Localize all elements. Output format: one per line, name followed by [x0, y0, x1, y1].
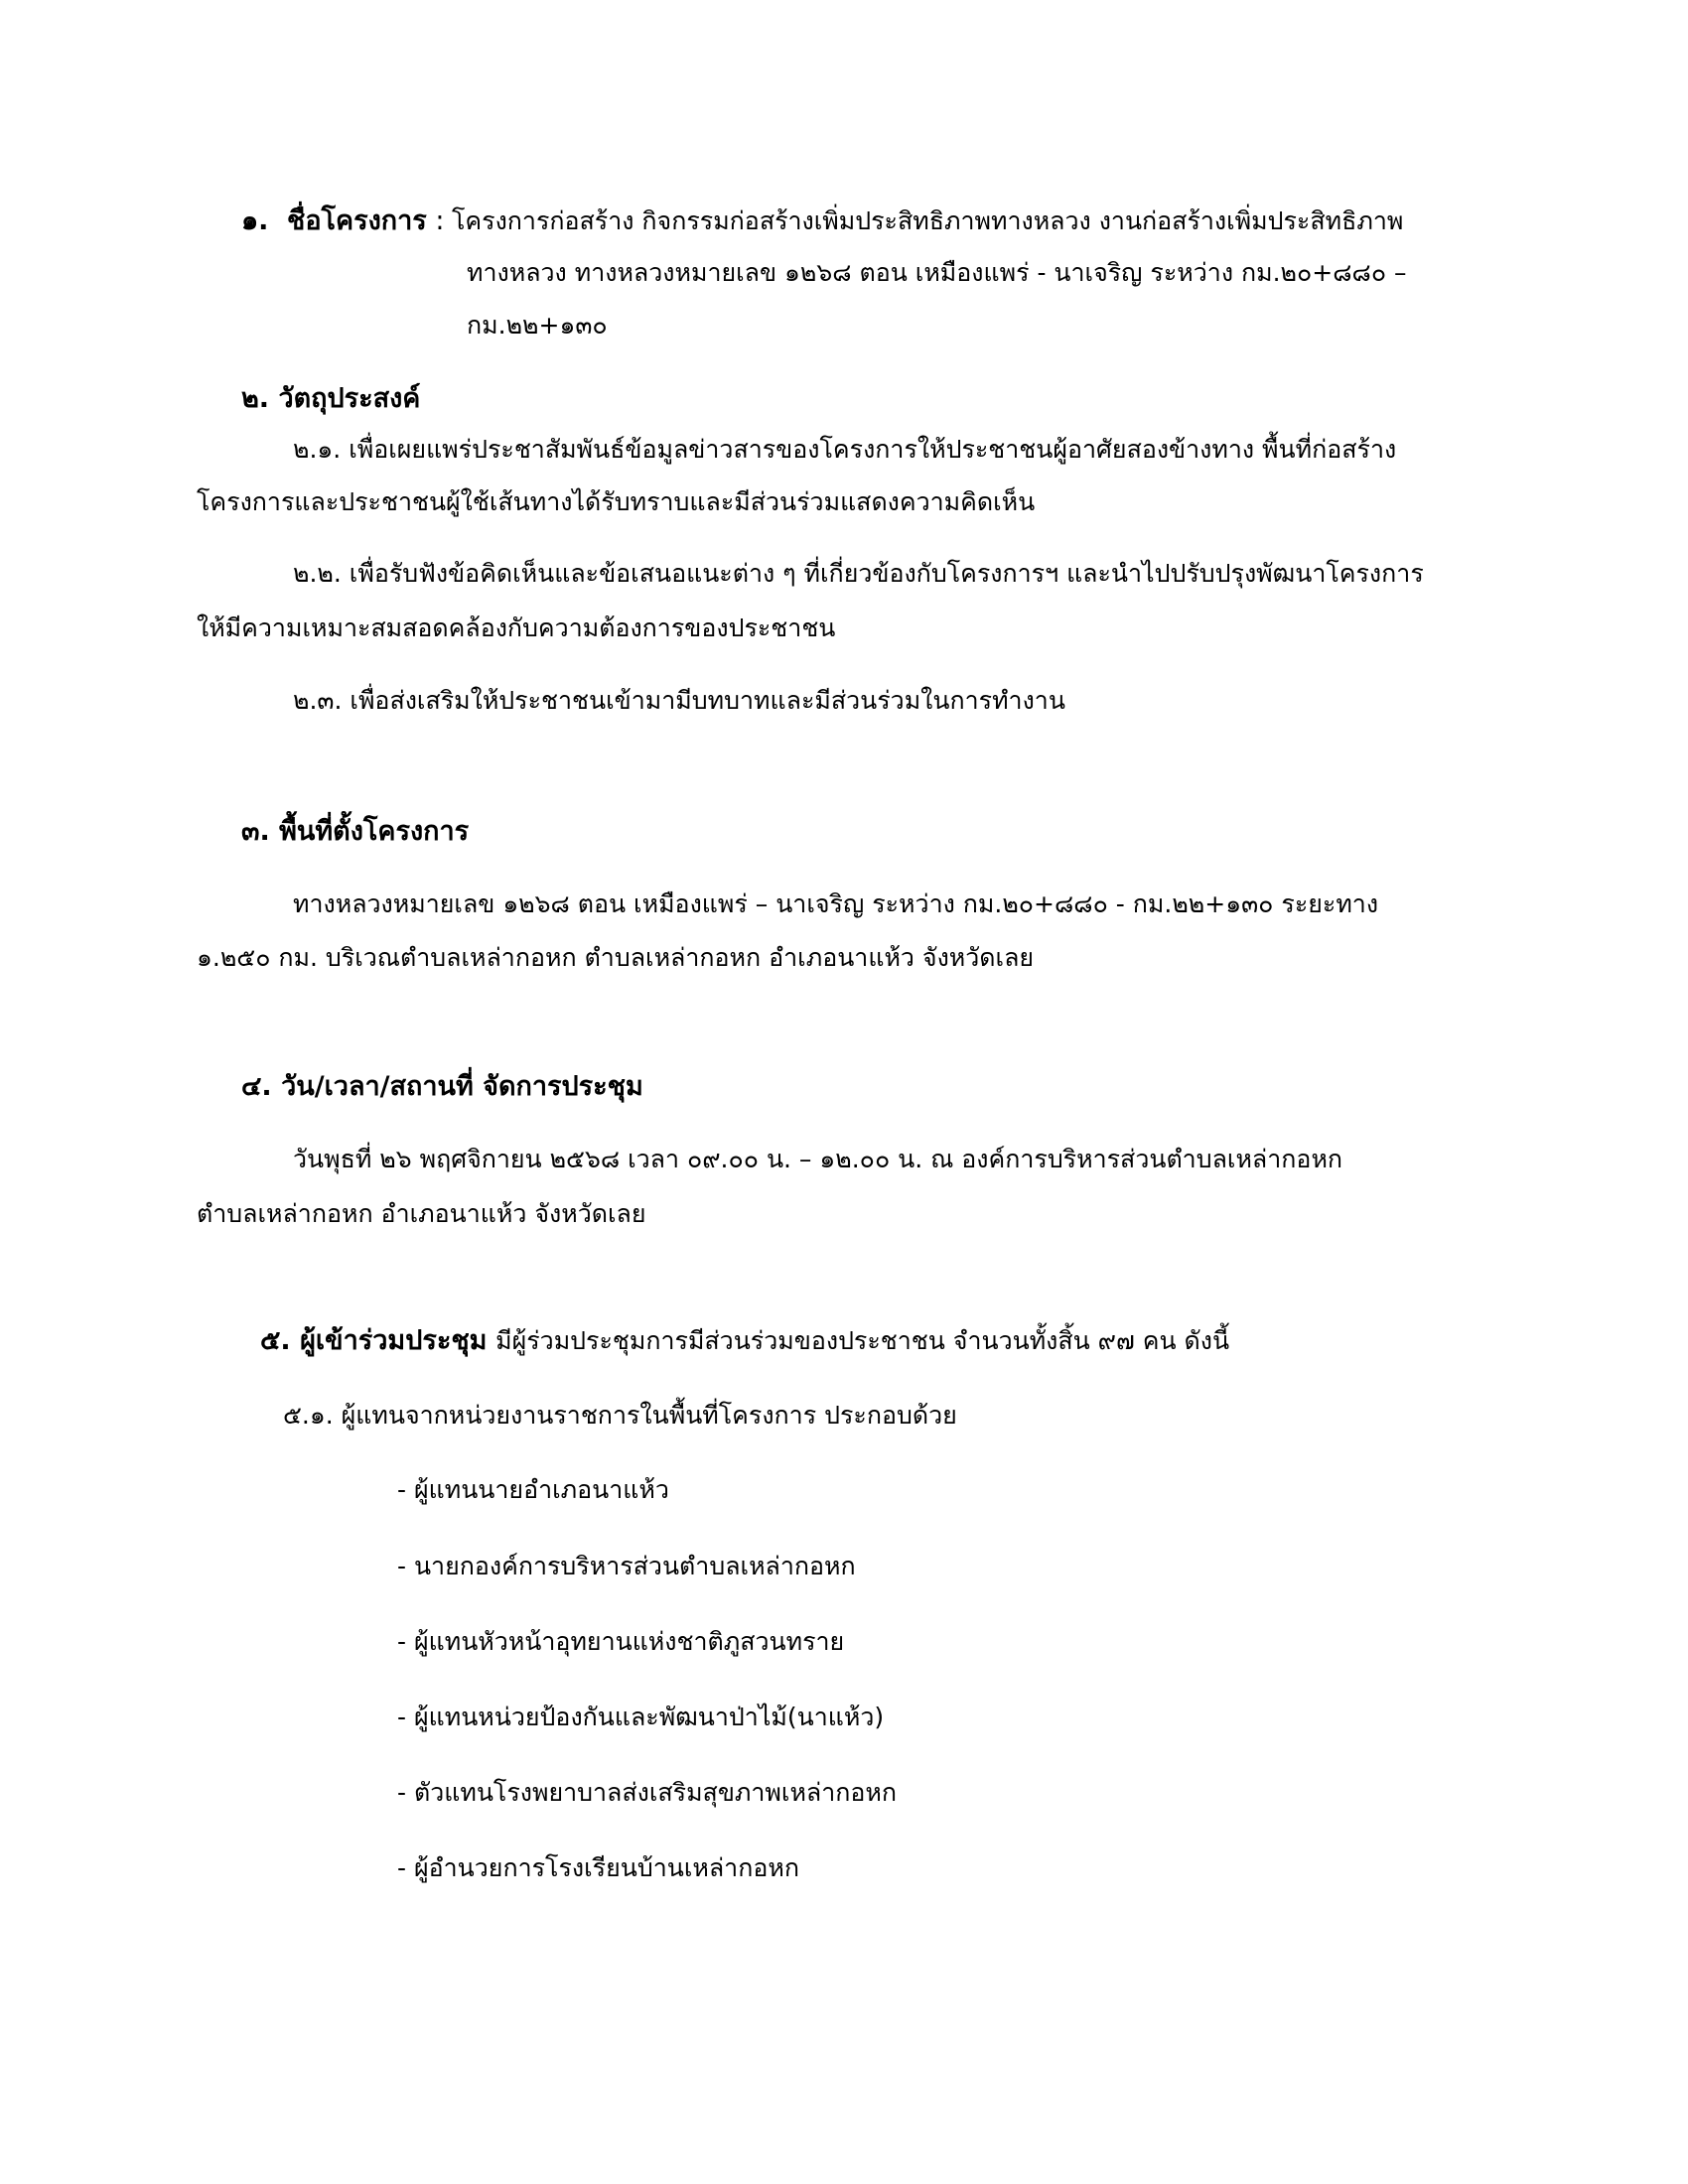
project-name-line-1: โครงการก่อสร้าง กิจกรรมก่อสร้างเพิ่มประสิทธิภาพทางหลวง งานก่อสร้างเพิ่มประสิทธิภาพ	[452, 206, 1404, 235]
attendee-list-item: - ผู้แทนนายอำเภอนาแห้ว	[397, 1475, 669, 1504]
attendee-list-item: - ผู้แทนหัวหน้าอุทยานแห่งชาติภูสวนทราย	[397, 1627, 845, 1656]
objective-2-1-line-1: ๒.๑. เพื่อเผยแพร่ประชาสัมพันธ์ข้อมูลข่าวสารของโครงการให้ประชาชนผู้อาศัยสองข้างทาง พื้นที่ก่อสร้าง	[293, 435, 1397, 464]
attendee-list-item: - ผู้อำนวยการโรงเรียนบ้านเหล่ากอหก	[397, 1853, 799, 1882]
project-name-line-3: กม.๒๒+๑๓๐	[467, 311, 608, 340]
objective-2-2-line-1: ๒.๒. เพื่อรับฟังข้อคิดเห็นและข้อเสนอแนะต่าง ๆ ที่เกี่ยวข้องกับโครงการฯ และนำไปปรับปรุงพัฒนาโครงการ	[293, 559, 1424, 588]
section-1-colon: :	[435, 205, 445, 236]
meeting-details-line-2: ตำบลเหล่ากอหก อำเภอนาแห้ว จังหวัดเลย	[197, 1199, 646, 1228]
location-line-1: ทางหลวงหมายเลข ๑๒๖๘ ตอน เหมืองแพร่ – นาเจริญ ระหว่าง กม.๒๐+๘๘๐ - กม.๒๒+๑๓๐ ระยะทาง	[293, 889, 1379, 918]
section-4-heading: ๔. วัน/เวลา/สถานที่ จัดการประชุม	[241, 1071, 643, 1102]
objective-2-2-line-2: ให้มีความเหมาะสมสอดคล้องกับความต้องการของประชาชน	[197, 614, 836, 642]
section-1-title	[241, 204, 445, 239]
section-5-1-heading: ๕.๑. ผู้แทนจากหน่วยงานราชการในพื้นที่โครงการ ประกอบด้วย	[283, 1401, 957, 1430]
objective-2-1-line-2: โครงการและประชาชนผู้ใช้เส้นทางได้รับทราบและมีส่วนร่วมแสดงความคิดเห็น	[197, 487, 1036, 516]
section-5-text: มีผู้ร่วมประชุมการมีส่วนร่วมของประชาชน จำนวนทั้งสิ้น ๙๗ คน ดังนี้	[495, 1326, 1230, 1355]
attendee-list-item: - นายกองค์การบริหารส่วนตำบลเหล่ากอหก	[397, 1552, 856, 1580]
section-3-heading: ๓. พื้นที่ตั้งโครงการ	[241, 816, 470, 847]
section-5-heading: ๕. ผู้เข้าร่วมประชุม	[260, 1325, 488, 1356]
attendee-list-item: - ตัวแทนโรงพยาบาลส่งเสริมสุขภาพเหล่ากอหก	[397, 1778, 898, 1807]
meeting-details-line-1: วันพุธที่ ๒๖ พฤศจิกายน ๒๕๖๘ เวลา ๐๙.๐๐ น. – ๑๒.๐๐ น. ณ องค์การบริหารส่วนตำบลเหล่ากอหก	[293, 1145, 1343, 1173]
section-5-line	[260, 1323, 1229, 1359]
location-line-2: ๑.๒๕๐ กม. บริเวณตำบลเหล่ากอหก ตำบลเหล่ากอหก อำเภอนาแห้ว จังหวัดเลย	[197, 943, 1035, 972]
section-1-number: ๑.	[241, 205, 269, 236]
objective-2-3: ๒.๓. เพื่อส่งเสริมให้ประชาชนเข้ามามีบทบาทและมีส่วนร่วมในการทำงาน	[293, 686, 1065, 715]
section-1-label: ชื่อโครงการ	[287, 205, 427, 236]
project-name-line-2: ทางหลวง ทางหลวงหมายเลข ๑๒๖๘ ตอน เหมืองแพร่ - นาเจริญ ระหว่าง กม.๒๐+๘๘๐ –	[467, 258, 1407, 287]
attendee-list-item: - ผู้แทนหน่วยป้องกันและพัฒนาป่าไม้(นาแห้ว)	[397, 1703, 885, 1731]
section-2-heading: ๒. วัตถุประสงค์	[241, 383, 421, 414]
